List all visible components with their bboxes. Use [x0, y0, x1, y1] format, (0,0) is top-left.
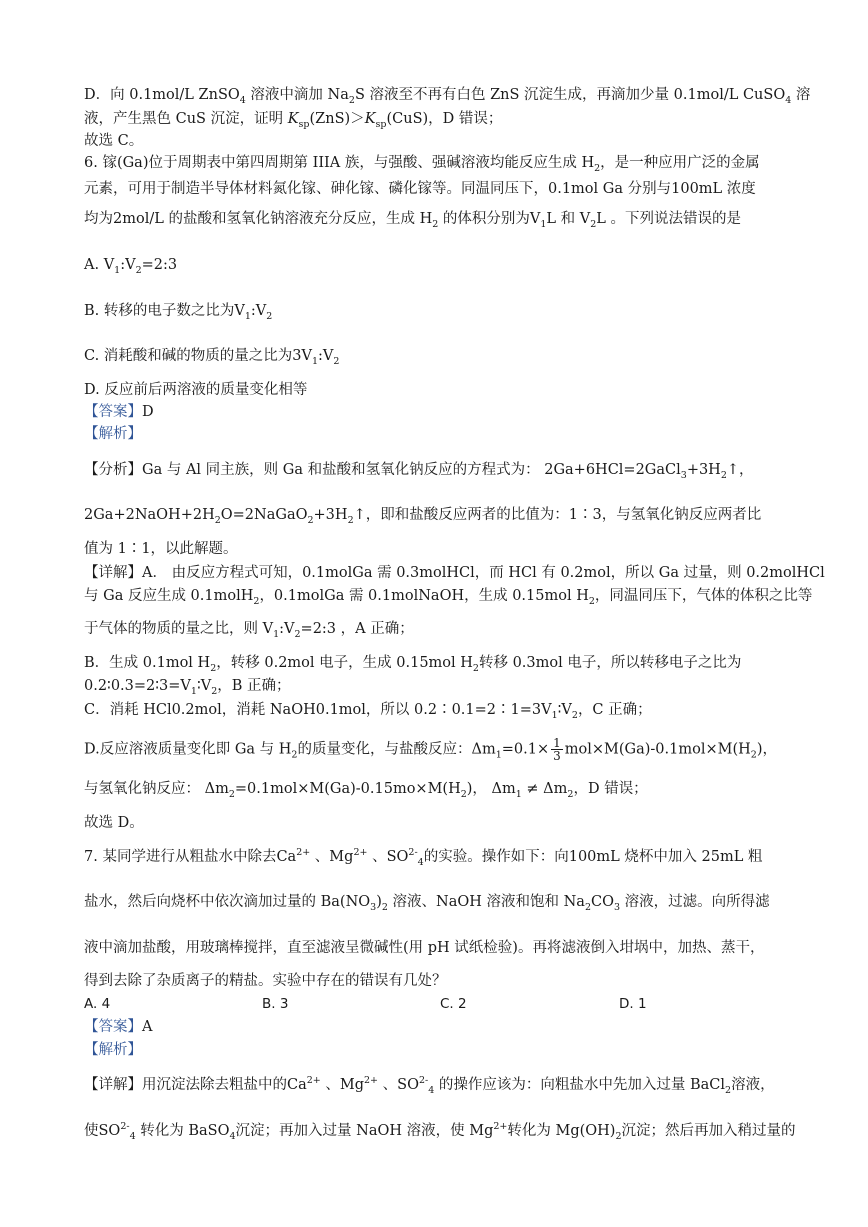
q7-stem-line3: 液中滴加盐酸，用玻璃棒搅拌，直至滤液呈微碱性(用 pH 试纸检验)。再将滤液倒入坩埚中，加热、蒸干， [84, 940, 765, 956]
q6-analysis-line3: 值为 1∶1，以此解题。 [84, 541, 238, 557]
one-third-fraction: $\frac{1}{3}$ [553, 736, 561, 763]
q6-detail-d-conclusion: 故选 D。 [84, 815, 144, 831]
q6-detail-b-line2: $0.2∶0.3=2∶3=V_1∶V_2$，B 正确； [84, 678, 291, 697]
q6-detail-c: C．消耗 HCl0.2mol，消耗 NaOH0.1mol，所以 $0.2∶0.1=2∶1=3V_1∶V_2$，C 正确； [84, 702, 652, 721]
q7-analysis-tag: 【解析】 [84, 1042, 142, 1058]
q7-stem-line2: 盐水，然后向烧杯中依次滴加过量的 $Ba(NO_3)_2$ 溶液、NaOH 溶液和饱和 $Na_2CO_3$ 溶液，过滤。向所得滤 [84, 894, 770, 913]
q7-answer: 【答案】A [84, 1019, 153, 1035]
q6-detail-b-line1: B．生成 0.1mol $H_2$，转移 0.2mol 电子，生成 0.15mol $H_2$转移 0.3mol 电子，所以转移电子之比为 [84, 655, 742, 674]
q7-stem-line1: 7. 某同学进行从粗盐水中除去$Ca^{2+}$ 、$Mg^{2+}$ 、$SO^{2-}_4$的实验。操作如下：向100mL 烧杯中加入 25mL 粗 [84, 847, 763, 868]
prev-option-d-line1: D．向 0.1mol/L ZnSO$_4$ 溶液中滴加 $Na_2S$ 溶液至不再有白色 ZnS 沉淀生成，再滴加少量 0.1mol/L CuSO$_4$ 溶 [84, 87, 811, 106]
answer-tag: 【答案】 [84, 1019, 142, 1035]
q6-analysis-tag: 【解析】 [84, 426, 142, 442]
q6-option-b: B. 转移的电子数之比为$V_1:V_2$ [84, 303, 273, 322]
q6-option-c: C. 消耗酸和碱的物质的量之比为$3V_1:V_2$ [84, 348, 340, 367]
prev-conclusion: 故选 C。 [84, 133, 144, 149]
q7-stem-line4: 得到去除了杂质离子的精盐。实验中存在的错误有几处？ [84, 973, 447, 989]
answer-tag: 【答案】 [84, 404, 142, 420]
q7-option-d: D. 1 [619, 996, 647, 1012]
q6-detail-d-line1: D.反应溶液质量变化即 Ga 与 $H_2$的质量变化，与盐酸反应：$\Delta m_1=0.1\times$ $\frac{1}{3}$ $mol\times M(Ga)-0.1mol\times M(H_2)$， [84, 736, 777, 763]
q6-detail-a-line2: 与 Ga 反应生成 0.1molH$_2$，0.1molGa 需 0.1molNaOH，生成 0.15mol $H_2$，同温同压下，气体的体积之比等 [84, 588, 813, 607]
q6-stem-line1: 6. 镓(Ga)位于周期表中第四周期第 IIIA 族，与强酸、强碱溶液均能反应生成 $H_2$，是一种应用广泛的金属 [84, 155, 760, 174]
q6-analysis-line2: $2Ga+2NaOH+2H_2O=2NaGaO_2+3H_2↑$，即和盐酸反应两者的比值为：1∶3，与氢氧化钠反应两者比 [84, 507, 762, 526]
q6-detail-a-line3: 于气体的物质的量之比，则 $V_1:V_2=2:3$ ，A 正确； [84, 621, 414, 640]
q6-option-d: D. 反应前后两溶液的质量变化相等 [84, 382, 308, 398]
q7-option-b: B. 3 [262, 996, 289, 1012]
q6-option-a: A. $V_1:V_2=2:3$ [84, 257, 178, 276]
q6-detail-d-line2: 与氢氧化钠反应： $\Delta m_2=0.1mol\times M(Ga)-0.15mo\times M(H_2)$， $\Delta m_1 \ne \Delta m_2$，D 错误； [84, 781, 648, 800]
q6-analysis-line1: 【分析】Ga 与 Al 同主族，则 Ga 和盐酸和氢氧化钠反应的方程式为： $2Ga+6HCl=2GaCl_3+3H_2↑$， [84, 462, 754, 481]
q6-detail-a-line1: 【详解】A． 由反应方程式可知，0.1molGa 需 0.3molHCl，而 HCl 有 0.2mol，所以 Ga 过量，则 0.2molHCl [84, 565, 825, 581]
q6-stem-line3: 均为2mol/L 的盐酸和氢氧化钠溶液充分反应，生成 $H_2$ 的体积分别为$V_1L$ 和 $V_2L$ 。下列说法错误的是 [84, 211, 742, 230]
q7-option-a: A. 4 [84, 996, 111, 1012]
q6-stem-line2: 元素，可用于制造半导体材料氮化镓、砷化镓、磷化镓等。同温同压下，0.1mol Ga 分别与100mL 浓度 [84, 181, 756, 197]
prev-option-d-line2: 液，产生黑色 CuS 沉淀，证明 $K_{sp}(ZnS)>K_{sp}(CuS)$，D 错误； [84, 111, 503, 130]
q7-option-c: C. 2 [440, 996, 467, 1012]
q7-detail-line2: 使$SO^{2-}_4$ 转化为 BaSO$_4$沉淀；再加入过量 NaOH 溶液，使 $Mg^{2+}$转化为 $Mg(OH)_2$沉淀；然后再加入稍过量的 [84, 1121, 796, 1142]
q6-answer: 【答案】D [84, 404, 154, 420]
q7-detail-line1: 【详解】用沉淀法除去粗盐中的$Ca^{2+}$ 、$Mg^{2+}$ 、$SO^{2-}_4$ 的操作应该为：向粗盐水中先加入过量 BaCl$_2$溶液， [84, 1075, 775, 1096]
